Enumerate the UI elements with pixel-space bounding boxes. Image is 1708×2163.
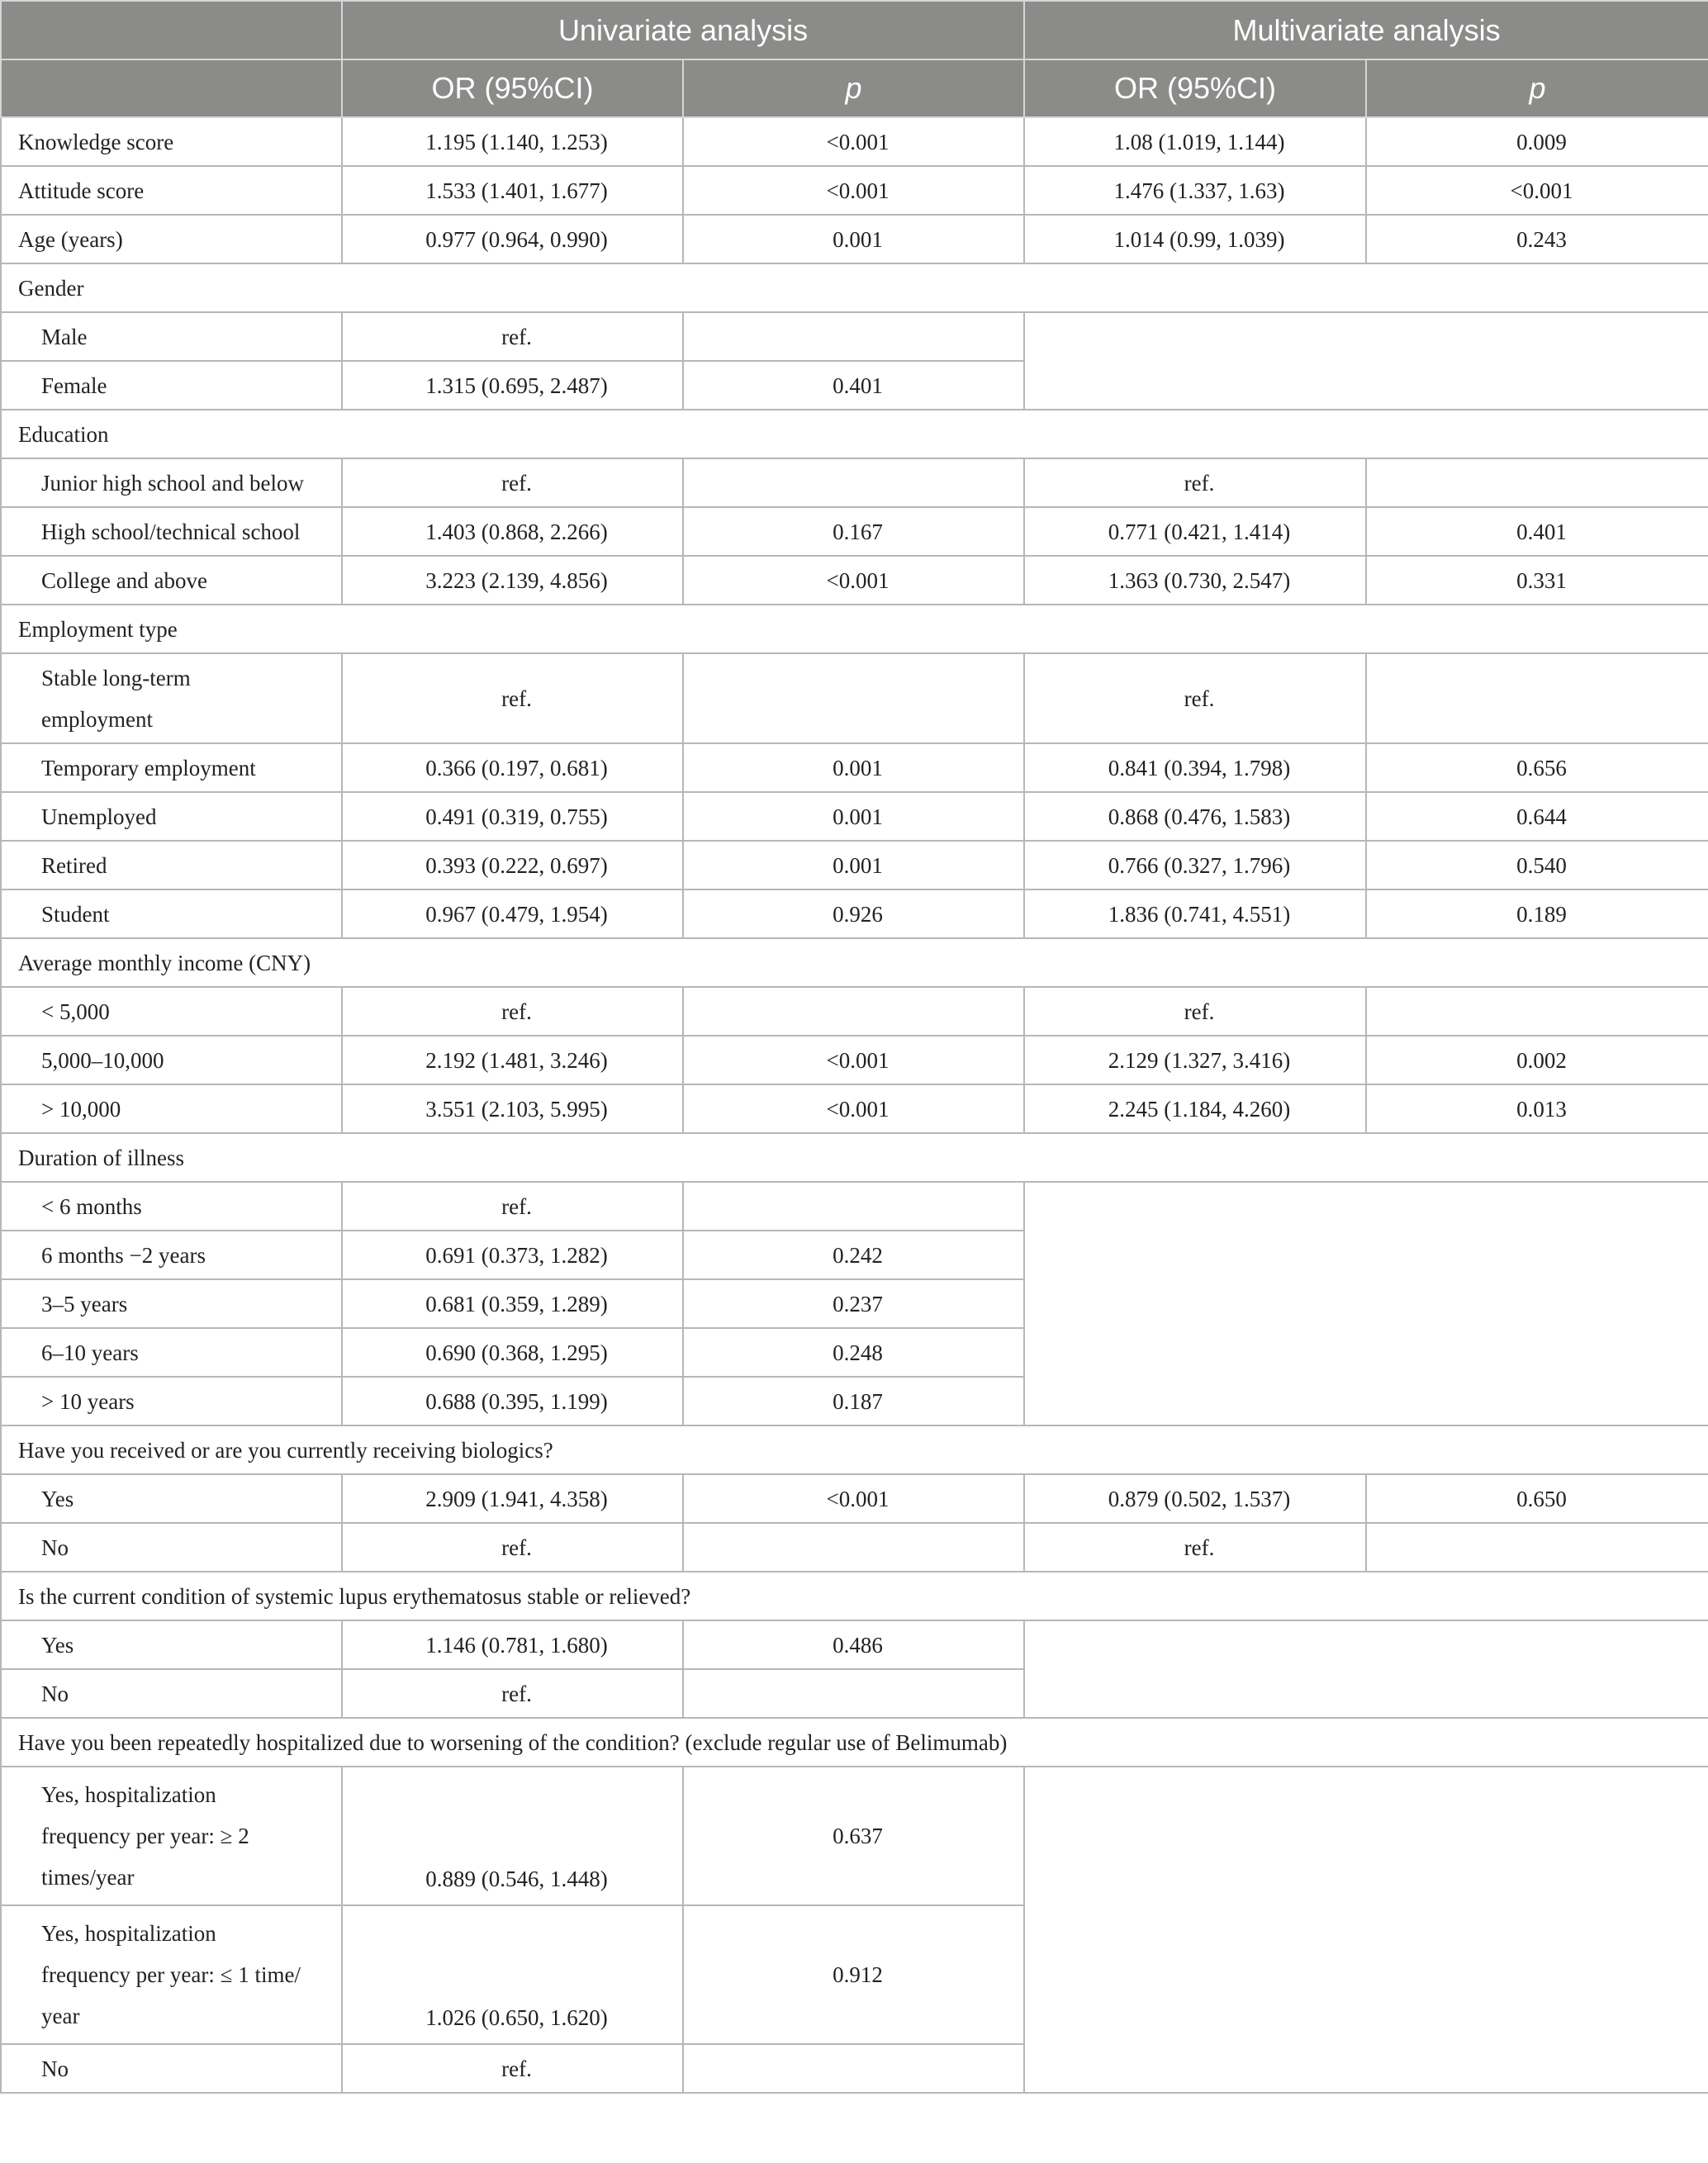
multivariate-or: 2.245 (1.184, 4.260) bbox=[1024, 1084, 1366, 1133]
multivariate-p: 0.650 bbox=[1366, 1474, 1708, 1523]
univariate-or: 0.688 (0.395, 1.199) bbox=[342, 1377, 683, 1425]
univariate-p: 0.248 bbox=[683, 1328, 1024, 1377]
row-label: > 10,000 bbox=[1, 1084, 342, 1133]
row-label: < 5,000 bbox=[1, 987, 342, 1036]
multivariate-or: 1.014 (0.99, 1.039) bbox=[1024, 215, 1366, 263]
row-label: No bbox=[1, 1523, 342, 1572]
multivariate-or: ref. bbox=[1024, 987, 1366, 1036]
univariate-p bbox=[683, 1669, 1024, 1718]
row-label: Temporary employment bbox=[1, 743, 342, 792]
univariate-p: 0.926 bbox=[683, 889, 1024, 938]
table-row bbox=[1, 743, 1708, 792]
row-label: Attitude score bbox=[1, 166, 342, 215]
table-row bbox=[1, 1474, 1708, 1523]
row-label-line: times/year bbox=[41, 1865, 135, 1890]
row-label: 3–5 years bbox=[1, 1279, 342, 1328]
table-row bbox=[1, 1767, 1708, 1905]
univariate-or: 0.393 (0.222, 0.697) bbox=[342, 841, 683, 889]
univariate-or: 0.691 (0.373, 1.282) bbox=[342, 1231, 683, 1279]
multivariate-p: 0.243 bbox=[1366, 215, 1708, 263]
table-row bbox=[1, 792, 1708, 841]
multivariate-empty bbox=[1024, 1182, 1708, 1425]
section-row bbox=[1, 1133, 1708, 1182]
section-label-gender: Gender bbox=[1, 263, 1708, 312]
univariate-or: ref. bbox=[342, 653, 683, 743]
univariate-p: <0.001 bbox=[683, 1036, 1024, 1084]
univariate-or: 1.315 (0.695, 2.487) bbox=[342, 361, 683, 410]
univariate-p bbox=[683, 1182, 1024, 1231]
table-row bbox=[1, 166, 1708, 215]
table-row bbox=[1, 507, 1708, 556]
header-univariate-or: OR (95%CI) bbox=[342, 59, 683, 117]
univariate-or: ref. bbox=[342, 1182, 683, 1231]
multivariate-p bbox=[1366, 458, 1708, 507]
multivariate-p: 0.401 bbox=[1366, 507, 1708, 556]
multivariate-p: 0.644 bbox=[1366, 792, 1708, 841]
univariate-p bbox=[683, 653, 1024, 743]
univariate-or: ref. bbox=[342, 1669, 683, 1718]
header-univariate-p: p bbox=[683, 59, 1024, 117]
header-multivariate-p: p bbox=[1366, 59, 1708, 117]
row-label: Female bbox=[1, 361, 342, 410]
univariate-p: 0.001 bbox=[683, 841, 1024, 889]
univariate-p bbox=[683, 987, 1024, 1036]
row-label-line: Stable long-term bbox=[41, 665, 191, 690]
row-label-line: frequency per year: ≥ 2 bbox=[41, 1824, 249, 1848]
section-row bbox=[1, 1425, 1708, 1474]
multivariate-p: <0.001 bbox=[1366, 166, 1708, 215]
table-row bbox=[1, 556, 1708, 605]
univariate-p: 0.237 bbox=[683, 1279, 1024, 1328]
row-label: Age (years) bbox=[1, 215, 342, 263]
row-label: No bbox=[1, 2044, 342, 2093]
multivariate-p: 0.656 bbox=[1366, 743, 1708, 792]
univariate-p: <0.001 bbox=[683, 1084, 1024, 1133]
univariate-p: <0.001 bbox=[683, 117, 1024, 166]
row-label-line: frequency per year: ≤ 1 time/ bbox=[41, 1962, 301, 1987]
univariate-or: 2.192 (1.481, 3.246) bbox=[342, 1036, 683, 1084]
row-label: 5,000–10,000 bbox=[1, 1036, 342, 1084]
univariate-p: 0.486 bbox=[683, 1620, 1024, 1669]
univariate-or: ref. bbox=[342, 458, 683, 507]
section-row bbox=[1, 1572, 1708, 1620]
multivariate-or: 2.129 (1.327, 3.416) bbox=[1024, 1036, 1366, 1084]
table-row bbox=[1, 1036, 1708, 1084]
multivariate-or: ref. bbox=[1024, 458, 1366, 507]
multivariate-empty bbox=[1024, 1620, 1708, 1718]
table-row bbox=[1, 653, 1708, 743]
row-label-line: Yes, hospitalization bbox=[41, 1921, 216, 1946]
univariate-or: 2.909 (1.941, 4.358) bbox=[342, 1474, 683, 1523]
univariate-or: ref. bbox=[342, 312, 683, 361]
multivariate-p: 0.002 bbox=[1366, 1036, 1708, 1084]
multivariate-or: 0.766 (0.327, 1.796) bbox=[1024, 841, 1366, 889]
univariate-or: 0.967 (0.479, 1.954) bbox=[342, 889, 683, 938]
univariate-p: 0.242 bbox=[683, 1231, 1024, 1279]
section-label-employment: Employment type bbox=[1, 605, 1708, 653]
row-label: Yes bbox=[1, 1474, 342, 1523]
row-label: Retired bbox=[1, 841, 342, 889]
row-label: No bbox=[1, 1669, 342, 1718]
table-row bbox=[1, 987, 1708, 1036]
univariate-p bbox=[683, 1523, 1024, 1572]
univariate-or: ref. bbox=[342, 987, 683, 1036]
univariate-p: 0.001 bbox=[683, 215, 1024, 263]
multivariate-p: 0.013 bbox=[1366, 1084, 1708, 1133]
univariate-or: ref. bbox=[342, 2044, 683, 2093]
table-row bbox=[1, 841, 1708, 889]
univariate-or: 3.223 (2.139, 4.856) bbox=[342, 556, 683, 605]
univariate-p: 0.637 bbox=[683, 1767, 1024, 1905]
univariate-or: 1.026 (0.650, 1.620) bbox=[342, 1905, 683, 2044]
multivariate-or: 0.841 (0.394, 1.798) bbox=[1024, 743, 1366, 792]
table-body bbox=[1, 117, 1708, 2093]
row-label: Yes bbox=[1, 1620, 342, 1669]
multivariate-p: 0.189 bbox=[1366, 889, 1708, 938]
multivariate-or: 0.879 (0.502, 1.537) bbox=[1024, 1474, 1366, 1523]
header-univariate: Univariate analysis bbox=[342, 1, 1024, 59]
table-row bbox=[1, 458, 1708, 507]
univariate-or: ref. bbox=[342, 1523, 683, 1572]
univariate-p bbox=[683, 458, 1024, 507]
univariate-or: 0.681 (0.359, 1.289) bbox=[342, 1279, 683, 1328]
section-label-income: Average monthly income (CNY) bbox=[1, 938, 1708, 987]
multivariate-empty bbox=[1024, 1767, 1708, 2093]
univariate-p: 0.167 bbox=[683, 507, 1024, 556]
multivariate-or: 1.08 (1.019, 1.144) bbox=[1024, 117, 1366, 166]
multivariate-p bbox=[1366, 1523, 1708, 1572]
univariate-p: 0.912 bbox=[683, 1905, 1024, 2044]
multivariate-or: ref. bbox=[1024, 653, 1366, 743]
univariate-or: 0.977 (0.964, 0.990) bbox=[342, 215, 683, 263]
header-multivariate-or: OR (95%CI) bbox=[1024, 59, 1366, 117]
row-label: < 6 months bbox=[1, 1182, 342, 1231]
row-label: > 10 years bbox=[1, 1377, 342, 1425]
univariate-p: 0.001 bbox=[683, 792, 1024, 841]
row-label-line: employment bbox=[41, 706, 153, 732]
section-label-hospitalization: Have you been repeatedly hospitalized due to worsening of the condition? (exclude regular use of Belimumab) bbox=[1, 1718, 1708, 1767]
multivariate-p: 0.009 bbox=[1366, 117, 1708, 166]
section-label-education: Education bbox=[1, 410, 1708, 458]
univariate-p: <0.001 bbox=[683, 1474, 1024, 1523]
section-row bbox=[1, 938, 1708, 987]
row-label: Male bbox=[1, 312, 342, 361]
multivariate-or: 1.476 (1.337, 1.63) bbox=[1024, 166, 1366, 215]
univariate-p: <0.001 bbox=[683, 556, 1024, 605]
univariate-or: 0.690 (0.368, 1.295) bbox=[342, 1328, 683, 1377]
multivariate-or: 0.868 (0.476, 1.583) bbox=[1024, 792, 1366, 841]
row-label: Knowledge score bbox=[1, 117, 342, 166]
univariate-p bbox=[683, 312, 1024, 361]
row-label: Unemployed bbox=[1, 792, 342, 841]
univariate-or: 1.195 (1.140, 1.253) bbox=[342, 117, 683, 166]
row-label: 6–10 years bbox=[1, 1328, 342, 1377]
section-label-stable-condition: Is the current condition of systemic lupus erythematosus stable or relieved? bbox=[1, 1572, 1708, 1620]
univariate-or: 1.533 (1.401, 1.677) bbox=[342, 166, 683, 215]
section-label-biologics: Have you received or are you currently receiving biologics? bbox=[1, 1425, 1708, 1474]
row-label-line: Yes, hospitalization bbox=[41, 1782, 216, 1807]
table-row bbox=[1, 889, 1708, 938]
univariate-or: 0.366 (0.197, 0.681) bbox=[342, 743, 683, 792]
table-row bbox=[1, 117, 1708, 166]
header-multivariate: Multivariate analysis bbox=[1024, 1, 1708, 59]
row-label: Junior high school and below bbox=[1, 458, 342, 507]
section-row bbox=[1, 605, 1708, 653]
univariate-p: 0.001 bbox=[683, 743, 1024, 792]
header-blank bbox=[1, 1, 342, 59]
table-row bbox=[1, 1523, 1708, 1572]
univariate-or: 0.491 (0.319, 0.755) bbox=[342, 792, 683, 841]
multivariate-or: 1.363 (0.730, 2.547) bbox=[1024, 556, 1366, 605]
univariate-or: 0.889 (0.546, 1.448) bbox=[342, 1767, 683, 1905]
section-row bbox=[1, 410, 1708, 458]
section-label-duration: Duration of illness bbox=[1, 1133, 1708, 1182]
row-label: High school/technical school bbox=[1, 507, 342, 556]
row-label-line: year bbox=[41, 2004, 80, 2028]
table-row bbox=[1, 312, 1708, 361]
header-blank-2 bbox=[1, 59, 342, 117]
multivariate-or: 0.771 (0.421, 1.414) bbox=[1024, 507, 1366, 556]
table-header bbox=[1, 1, 1708, 117]
univariate-or: 1.146 (0.781, 1.680) bbox=[342, 1620, 683, 1669]
univariate-or: 3.551 (2.103, 5.995) bbox=[342, 1084, 683, 1133]
row-label: 6 months −2 years bbox=[1, 1231, 342, 1279]
multivariate-or: 1.836 (0.741, 4.551) bbox=[1024, 889, 1366, 938]
multivariate-p bbox=[1366, 987, 1708, 1036]
section-row bbox=[1, 263, 1708, 312]
multivariate-p bbox=[1366, 653, 1708, 743]
table-row bbox=[1, 1182, 1708, 1231]
univariate-or: 1.403 (0.868, 2.266) bbox=[342, 507, 683, 556]
table-row bbox=[1, 1620, 1708, 1669]
row-label: College and above bbox=[1, 556, 342, 605]
univariate-p: 0.187 bbox=[683, 1377, 1024, 1425]
row-label bbox=[1, 1905, 342, 2044]
multivariate-or: ref. bbox=[1024, 1523, 1366, 1572]
table-row bbox=[1, 215, 1708, 263]
univariate-p: 0.401 bbox=[683, 361, 1024, 410]
univariate-p bbox=[683, 2044, 1024, 2093]
row-label bbox=[1, 653, 342, 743]
row-label: Student bbox=[1, 889, 342, 938]
multivariate-p: 0.540 bbox=[1366, 841, 1708, 889]
multivariate-p: 0.331 bbox=[1366, 556, 1708, 605]
section-row bbox=[1, 1718, 1708, 1767]
univariate-p: <0.001 bbox=[683, 166, 1024, 215]
row-label bbox=[1, 1767, 342, 1905]
multivariate-empty bbox=[1024, 312, 1708, 410]
table-row bbox=[1, 1084, 1708, 1133]
